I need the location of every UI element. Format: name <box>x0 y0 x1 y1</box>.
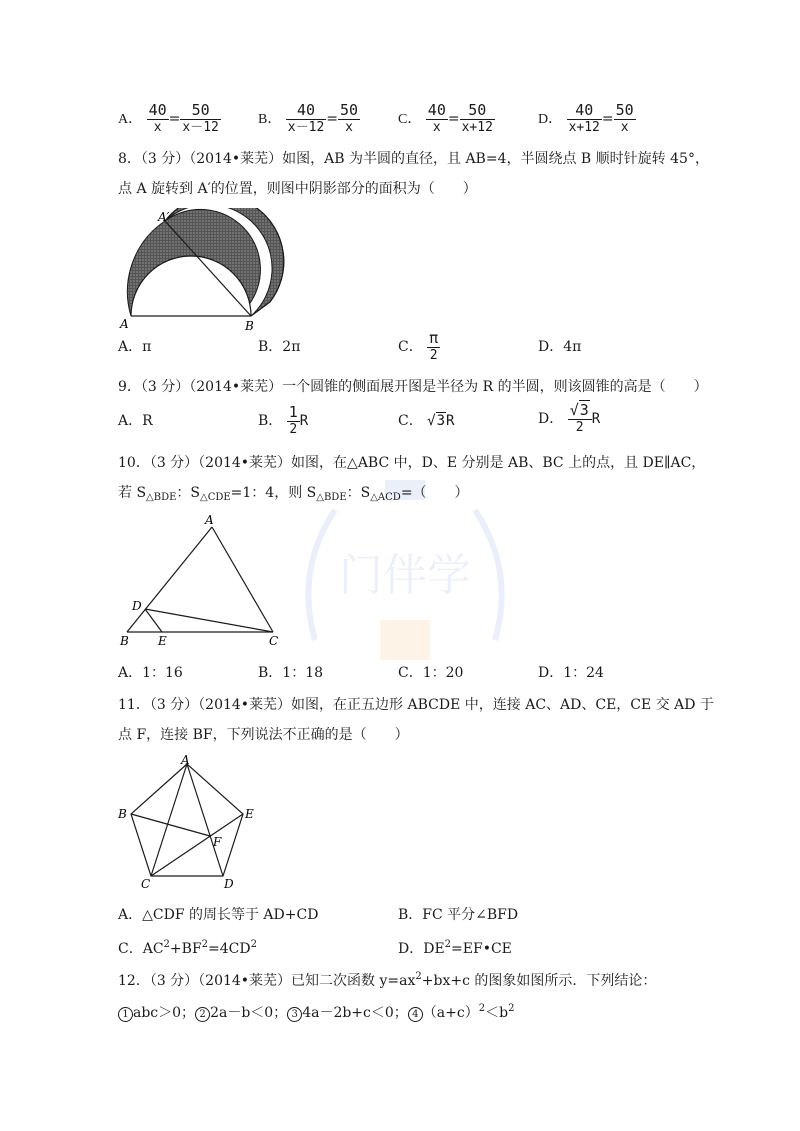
option-label: B． <box>258 112 282 127</box>
label-d: D <box>224 877 234 891</box>
q9-stem-line1: 9．（3 分）（2014•莱芜）一个圆锥的侧面展开图是半径为 R 的半圆，则该圆锥的高是（ ） <box>118 379 708 395</box>
option-label: C． <box>398 112 422 127</box>
fraction: $\frac{\pi}{2}$ <box>429 329 439 363</box>
label-b: B <box>245 319 254 333</box>
q11-figure <box>115 752 275 892</box>
label-e: E <box>245 807 254 821</box>
fraction: $\frac{√3}{2}$ <box>568 402 592 436</box>
equals-sign: = <box>447 111 460 127</box>
option-label: D． <box>538 411 564 427</box>
equals-sign: = <box>601 111 614 127</box>
q10-option-d[interactable]: D．1：24 <box>538 665 604 681</box>
equals-sign: = <box>326 111 339 127</box>
q11-option-c[interactable]: C．$AC^2+BF^2=4CD^2$ <box>118 939 257 957</box>
q9-option-b[interactable] <box>258 404 308 438</box>
q9-option-d[interactable] <box>538 402 600 436</box>
q11-option-a[interactable]: A．△CDF 的周长等于 AD+CD <box>118 907 319 923</box>
q8-stem-line1: 8．（3 分）（2014•莱芜）如图，AB 为半圆的直径，且 AB=4，半圆绕点 B 顺时针旋转 45°， <box>118 151 709 167</box>
q8-option-a[interactable]: A．π <box>118 339 152 355</box>
sqrt-expression: √3 <box>427 413 446 429</box>
q10-option-c[interactable]: C．1：20 <box>398 665 464 681</box>
fraction: $\frac{1}{2}$ <box>288 403 298 437</box>
label-a-prime: A′ <box>158 210 170 224</box>
q7-option-a[interactable] <box>118 102 221 136</box>
variable-r: R <box>446 413 455 429</box>
label-a: A <box>205 513 214 527</box>
q7-option-c[interactable] <box>398 102 495 136</box>
q8-option-c[interactable] <box>398 330 440 364</box>
circled-number: 2 <box>195 1007 210 1022</box>
q10-stem-line1: 10．（3 分）（2014•莱芜）如图，在△ABC 中，D、E 分别是 AB、BC 上的点，且 DE∥AC， <box>118 455 706 471</box>
q7-option-d[interactable] <box>538 102 636 136</box>
q8-option-b[interactable]: B．2π <box>258 339 301 355</box>
option-label: D． <box>538 112 563 127</box>
circled-number: 1 <box>118 1007 133 1022</box>
fraction: $\frac{50}{x}$ <box>340 101 359 135</box>
q12-stem-line1: 12．（3 分）（2014•莱芜）已知二次函数 $y=ax^2+bx+c$ 的图象如图所示．下列结论： <box>118 971 657 989</box>
label-b: B <box>120 634 129 648</box>
option-label: B． <box>258 413 283 429</box>
fraction: $\frac{40}{x}$ <box>148 101 167 135</box>
fraction: $\frac{40}{x}$ <box>427 101 446 135</box>
q7-option-b[interactable] <box>258 102 360 136</box>
variable-r: R <box>591 411 601 427</box>
q8-option-d[interactable]: D．4π <box>538 339 582 355</box>
q10-figure <box>115 512 290 652</box>
q11-stem-line2: 点 F，连接 BF，下列说法不正确的是（ ） <box>118 727 409 743</box>
label-a: A <box>181 753 190 767</box>
q10-stem-line2: 若 $S_{\triangle BDE}$：$S_{\triangle CDE}=1$：4，则 $S_{\triangle BDE}$：$S_{\triangle ACD}=$（ ） <box>118 485 469 503</box>
label-e: E <box>158 634 167 648</box>
label-f: F <box>213 835 222 849</box>
fraction: $\frac{50}{x+12}$ <box>461 101 493 135</box>
q11-stem-line1: 11．（3 分）（2014•莱芜）如图，在正五边形 ABCDE 中，连接 AC、AD、CE，CE 交 AD 于 <box>118 697 714 713</box>
fraction: $\frac{40}{x+12}$ <box>568 101 600 135</box>
q10-option-a[interactable]: A．1：16 <box>118 665 183 681</box>
variable-r: R <box>299 413 309 429</box>
fraction: $\frac{50}{x-12}$ <box>182 101 219 135</box>
label-c: C <box>269 634 279 648</box>
label-d: D <box>132 599 142 613</box>
q10-option-b[interactable]: B．1：18 <box>258 665 324 681</box>
option-label: C． <box>398 339 423 355</box>
q9-option-a[interactable]: A．R <box>118 413 153 429</box>
q12-conclusions: 1 abc＞0； 2 2a－b＜0； 3 4a－2b+c＜0； 4 $(a+c)^2<b^2$ <box>118 1000 514 1022</box>
q8-figure <box>118 208 288 333</box>
watermark-text: 门伴学 <box>339 550 471 601</box>
option-label: C． <box>398 413 423 429</box>
fraction: $\frac{50}{x}$ <box>615 101 634 135</box>
label-c: C <box>141 877 151 891</box>
q11-option-d[interactable]: D．$DE^2=EF•CE$ <box>398 939 512 957</box>
fraction: $\frac{40}{x-12}$ <box>287 101 325 135</box>
option-label: A． <box>118 112 143 127</box>
label-a: A <box>120 317 129 331</box>
circled-number: 4 <box>408 1007 423 1022</box>
circled-number: 3 <box>287 1007 302 1022</box>
label-b: B <box>118 807 127 821</box>
equals-sign: = <box>168 111 181 127</box>
q8-stem-line2: 点 A 旋转到 A′的位置，则图中阴影部分的面积为（ ） <box>118 181 477 197</box>
q9-option-c[interactable] <box>398 410 454 430</box>
q11-option-b[interactable]: B．FC 平分∠BFD <box>398 907 519 923</box>
